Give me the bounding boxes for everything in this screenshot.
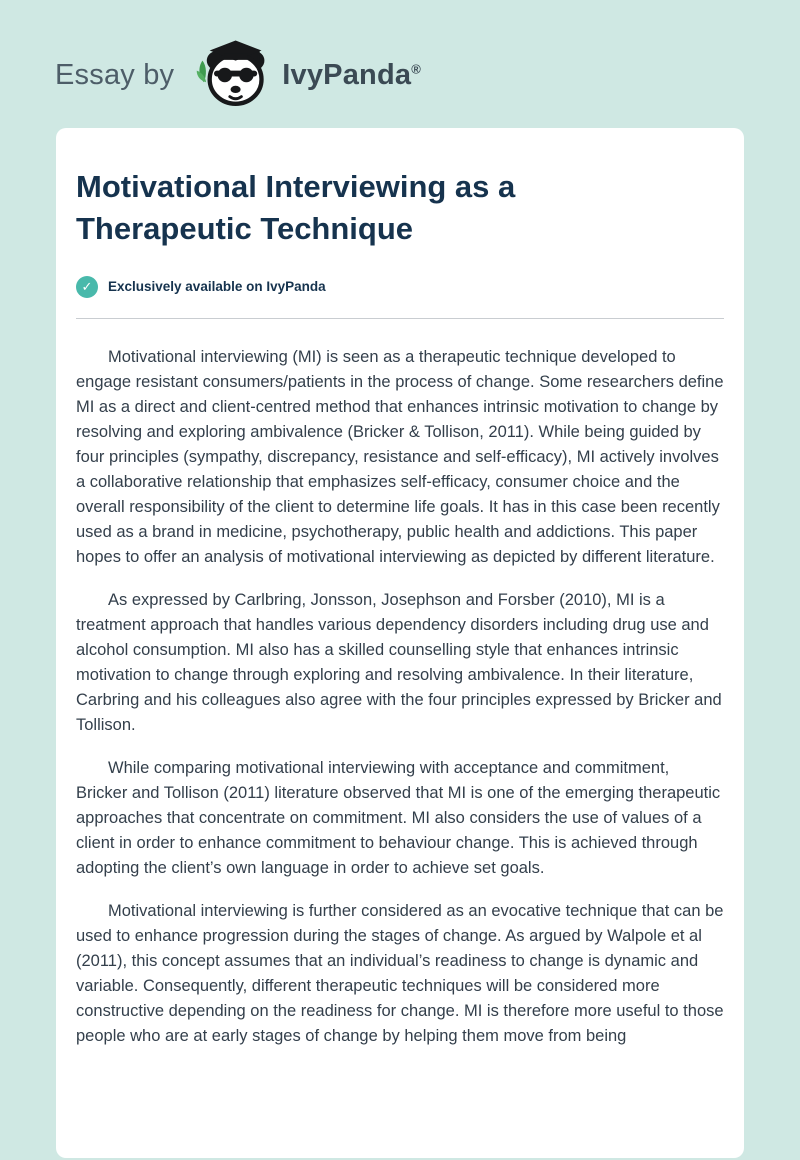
brand-name xyxy=(282,59,421,92)
brand-name-text: IvyPanda xyxy=(282,58,412,91)
ivypanda-logo xyxy=(192,39,421,111)
paragraph-2: As expressed by Carlbring, Jonsson, Josephson and Forsber (2010), MI is a treatment approach that handles various dependency disorders including drug use and alcohol consumption. MI also has a skilled counselling style that enhances intrinsic motivation to change through exploring and resolving ambivalence. In their literature, Carbring and his colleagues also agree with the four principles expressed by Bricker and Tollison. xyxy=(76,590,722,734)
panda-with-graduation-cap-icon xyxy=(192,39,272,111)
essay-body xyxy=(76,345,724,1049)
paragraph-1: Motivational interviewing (MI) is seen as a therapeutic technique developed to engage resistant consumers/patients in the process of change. Some researchers define MI as a direct and client-centred method that enhances intrinsic motivation to change by resolving and exploring ambivalence (Bricker & Tollison, 2011). While being guided by four principles (sympathy, discrepancy, resistance and self-efficacy), MI actively involves a collaborative relationship that emphasizes self-efficacy, consumer choice and the overall responsibility of the client to determine life goals. It has in this case been recently used as a brand in medicine, psychotherapy, public health and addictions. This paper hopes to offer an analysis of motivational interviewing as depicted by different literature. xyxy=(76,347,724,566)
check-icon: ✓ xyxy=(76,276,98,298)
availability-badge xyxy=(76,276,724,298)
paragraph-3: While comparing motivational interviewing with acceptance and commitment, Bricker and Tollison (2011) literature observed that MI is one of the emerging therapeutic approaches that concentrate on commitment. MI also considers the use of values of a client in order to enhance commitment to behaviour change. This is achieved through adopting the client’s own language in order to achieve set goals. xyxy=(76,758,721,877)
availability-label: Exclusively available on IvyPanda xyxy=(108,279,326,295)
essay-card xyxy=(56,128,744,1158)
registered-mark: ® xyxy=(411,60,421,76)
divider xyxy=(76,318,724,319)
paragraph-4: Motivational interviewing is further considered as an evocative technique that can be used to enhance progression during the stages of change. As argued by Walpole et al (2011), this concept assumes that an individual’s readiness to change is dynamic and variable. Consequently, different therapeutic techniques will be considered more constructive depending on the readiness for change. MI is therefore more useful to those people who are at early stages of change by helping them move from being xyxy=(76,901,724,1045)
page-title: Motivational Interviewing as a Therapeutic Technique xyxy=(76,169,516,246)
page-header xyxy=(0,0,800,116)
essay-by-label: Essay by xyxy=(55,58,175,91)
